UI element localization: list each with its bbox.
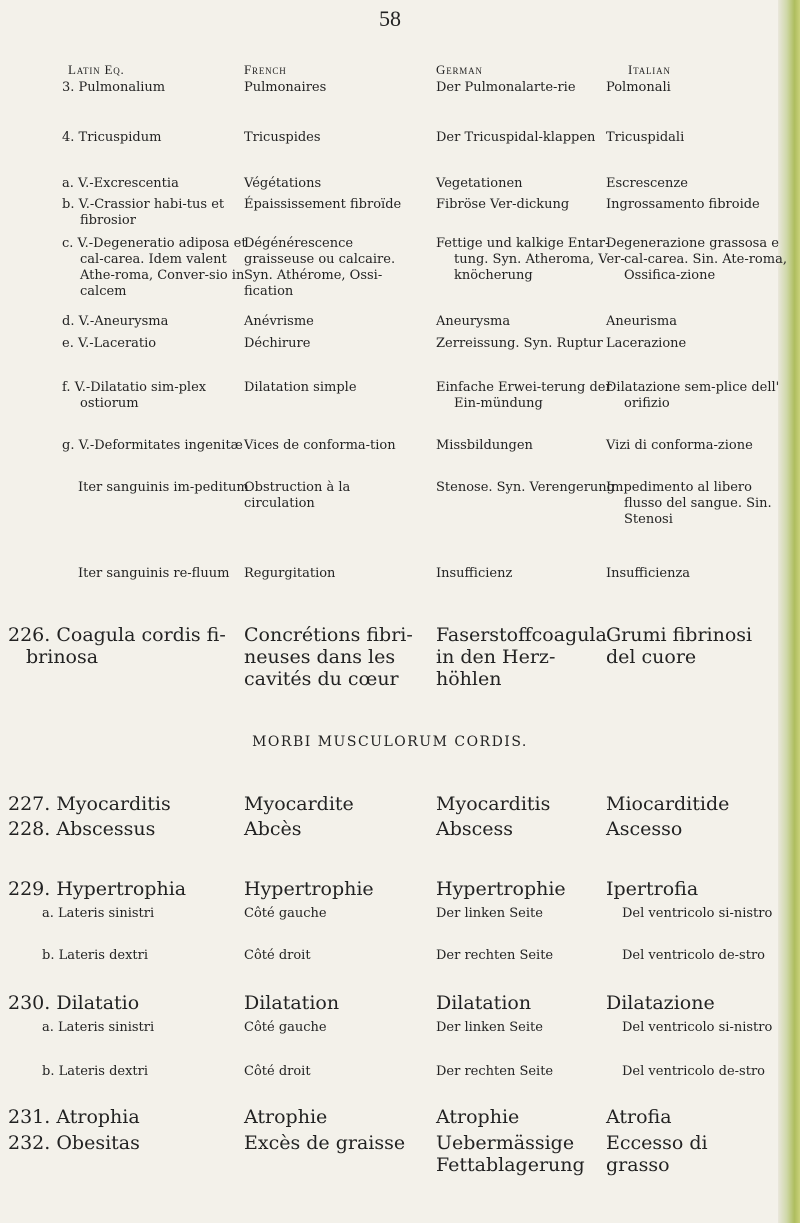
italian-term: Aneurisma (606, 314, 677, 329)
table-row (0, 906, 780, 921)
german-term: Der rechten Seite (436, 1064, 554, 1079)
table-row (0, 818, 780, 840)
table-row (0, 1064, 780, 1079)
german-term: Der rechten Seite (436, 948, 554, 963)
italian-term: Del ventricolo si-nistro (622, 1020, 773, 1035)
italian-term: Miocarditide (606, 793, 730, 815)
table-row (0, 878, 780, 900)
header-italian: Italian (628, 62, 671, 77)
french-term: Dégénérescence graisseuse ou calcaire. Syn. Athérome, Ossi-fication (244, 236, 396, 299)
german-term: Der linken Seite (436, 1020, 543, 1035)
french-term: Épaississement fibroïde (244, 197, 402, 212)
german-term: Atrophie (436, 1106, 520, 1128)
french-term: Obstruction à la circulation (244, 480, 351, 511)
header-german: German (436, 62, 483, 77)
table-row (0, 438, 780, 453)
header-latin: Latin Eq. (68, 62, 125, 77)
latin-term: g. V.-Deformitates ingenitæ (62, 438, 243, 453)
german-term: Abscess (436, 818, 514, 840)
german-term: Einfache Erwei-terung der Ein-mündung (436, 380, 612, 411)
french-term: Côté droit (244, 1064, 311, 1079)
latin-term: a. V.-Excrescentia (62, 176, 179, 191)
latin-term: e. V.-Laceratio (62, 336, 157, 351)
latin-term: 229. Hypertrophia (8, 878, 187, 900)
table-row (0, 1020, 780, 1035)
german-term: Zerreissung. Syn. Ruptur (436, 336, 603, 351)
french-term: Concrétions fibri-neuses dans les cavités du cœur (244, 624, 413, 690)
italian-term: Atrofia (606, 1106, 672, 1128)
table-row (0, 992, 780, 1014)
italian-term: Polmonali (606, 80, 671, 95)
table-row (0, 197, 780, 228)
latin-term: 231. Atrophia (8, 1106, 140, 1128)
german-term: Dilatation (436, 992, 532, 1014)
italian-term: Grumi fibrinosi del cuore (606, 624, 753, 668)
latin-term: 232. Obesitas (8, 1132, 140, 1154)
german-term: Missbildungen (436, 438, 533, 453)
french-term: Anévrisme (244, 314, 314, 329)
latin-term: 4. Tricuspidum (62, 130, 162, 145)
italian-term: Lacerazione (606, 336, 687, 351)
italian-term: Escrescenze (606, 176, 688, 191)
table-row (0, 236, 787, 299)
column-headers (0, 62, 780, 77)
french-term: Atrophie (244, 1106, 328, 1128)
latin-term: b. Lateris dextri (42, 1064, 149, 1079)
table-row (0, 1106, 780, 1128)
german-term: Der linken Seite (436, 906, 543, 921)
table-row (0, 566, 780, 581)
table-row (0, 130, 780, 145)
latin-term: 3. Pulmonalium (62, 80, 166, 95)
french-term: Dilatation (244, 992, 340, 1014)
italian-term: Tricuspidali (606, 130, 685, 145)
latin-term: f. V.-Dilatatio sim-plex ostiorum (62, 380, 207, 411)
table-row (0, 336, 780, 351)
german-term: Uebermässige Fettablagerung (436, 1132, 585, 1176)
latin-term: Iter sanguinis re-fluum (78, 566, 230, 581)
latin-term: 228. Abscessus (8, 818, 156, 840)
french-term: Pulmonaires (244, 80, 327, 95)
italian-term: Dilatazione sem-plice dell' orifizio (606, 380, 780, 411)
french-term: Déchirure (244, 336, 311, 351)
italian-term: Insufficienza (606, 566, 691, 581)
french-term: Regurgitation (244, 566, 336, 581)
italian-term: Del ventricolo si-nistro (622, 906, 773, 921)
header-french: French (244, 62, 287, 77)
latin-term: Iter sanguinis im-peditum (78, 480, 249, 495)
german-term: Aneurysma (436, 314, 511, 329)
german-term: Fibröse Ver-dickung (436, 197, 570, 212)
italian-term: Ipertrofia (606, 878, 699, 900)
french-term: Dilatation simple (244, 380, 357, 395)
italian-term: Ascesso (606, 818, 683, 840)
italian-term: Del ventricolo de-stro (622, 948, 765, 963)
table-row (0, 624, 780, 690)
latin-term: a. Lateris sinistri (42, 1020, 155, 1035)
german-term: Der Tricuspidal-klappen (436, 130, 596, 145)
italian-term: Eccesso di grasso (606, 1132, 708, 1176)
german-term: Stenose. Syn. Verengerung (436, 480, 616, 495)
table-row (0, 380, 780, 411)
german-term: Faserstoffcoagula in den Herz-höhlen (436, 624, 607, 690)
section-title: MORBI MUSCULORUM CORDIS. (252, 734, 528, 750)
italian-term: Dilatazione (606, 992, 715, 1014)
page-number: 58 (379, 6, 401, 31)
table-row (0, 176, 780, 191)
italian-term: Vizi di conforma-zione (606, 438, 753, 453)
italian-term: Impedimento al libero flusso del sangue. Sin. Stenosi (606, 480, 772, 527)
french-term: Excès de graisse (244, 1132, 406, 1154)
table-row (0, 793, 780, 815)
table-row (0, 314, 780, 329)
french-term: Myocardite (244, 793, 354, 815)
german-term: Insufficienz (436, 566, 513, 581)
french-term: Côté gauche (244, 906, 327, 921)
french-term: Côté droit (244, 948, 311, 963)
french-term: Tricuspides (244, 130, 321, 145)
latin-term: c. V.-Degeneratio adiposa et cal-carea. Idem valent Athe-roma, Conver-sio in calcem (62, 236, 247, 299)
italian-term: Degenerazione grassosa e cal-carea. Sin. Ate-roma, Ossifica-zione (606, 236, 787, 283)
italian-term: Del ventricolo de-stro (622, 1064, 765, 1079)
latin-term: 226. Coagula cordis fi-brinosa (8, 624, 226, 668)
latin-term: a. Lateris sinistri (42, 906, 155, 921)
table-row (0, 948, 780, 963)
italian-term: Ingrossamento fibroide (606, 197, 760, 212)
latin-term: 230. Dilatatio (8, 992, 140, 1014)
latin-term: d. V.-Aneurysma (62, 314, 169, 329)
german-term: Myocarditis (436, 793, 551, 815)
table-row (0, 480, 780, 527)
french-term: Vices de conforma-tion (244, 438, 396, 453)
table-row (0, 1132, 780, 1176)
german-term: Fettige und kalkige Entar-tung. Syn. Atheroma, Ver-knöcherung (436, 236, 625, 283)
german-term: Hypertrophie (436, 878, 566, 900)
latin-term: b. Lateris dextri (42, 948, 149, 963)
french-term: Abcès (244, 818, 302, 840)
latin-term: b. V.-Crassior habi-tus et fibrosior (62, 197, 225, 228)
latin-term: 227. Myocarditis (8, 793, 171, 815)
table-row (0, 80, 780, 95)
german-term: Vegetationen (436, 176, 523, 191)
german-term: Der Pulmonalarte-rie (436, 80, 576, 95)
french-term: Végétations (244, 176, 322, 191)
french-term: Hypertrophie (244, 878, 374, 900)
french-term: Côté gauche (244, 1020, 327, 1035)
